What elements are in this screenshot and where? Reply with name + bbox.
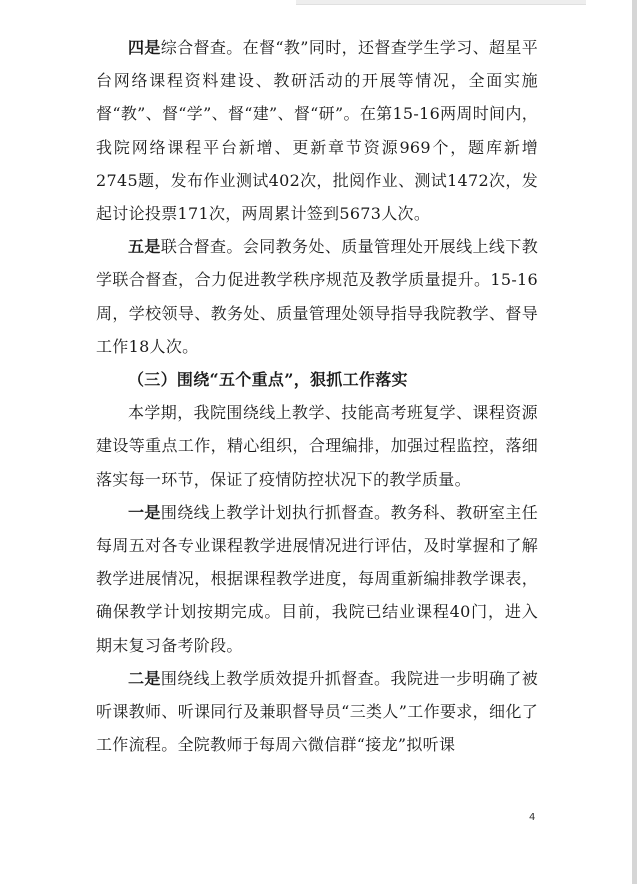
top-edge-strip: [296, 0, 586, 5]
paragraph-lead: 一是: [128, 502, 161, 522]
document-body: [96, 31, 538, 761]
paragraph-text: 围绕线上教学质效提升抓督查。我院进一步明确了被听课教师、听课同行及兼职督导员“三类人”工作要求，细化了工作流程。全院教师于每周六微信群“接龙”拟听课: [96, 668, 538, 755]
paragraph-lead: 五是: [128, 237, 161, 257]
paragraph-4: [96, 31, 538, 230]
paragraph-lead: 二是: [128, 668, 161, 688]
paragraph-text: 联合督查。会同教务处、质量管理处开展线上线下教学联合督查，合力促进教学秩序规范及教学质量提升。15-16周，学校领导、教务处、质量管理处领导指导我院教学、督导工作18人次。: [96, 237, 538, 356]
paragraph-5: [96, 230, 538, 363]
paragraph-2: [96, 662, 538, 762]
paragraph-text: 综合督查。在督“教”同时，还督查学生学习、超星平台网络课程资料建设、教研活动的开展等情况，全面实施督“教”、督“学”、督“建”、督“研”。在第15-16两周时间内，我院网络课程平台新增、更新章节资源969个，题库新增2745题，发布作业测试402次，批阅作业、测试1472次，发起讨论投票171次，两周累计签到5673人次。: [96, 38, 538, 224]
paragraph-text: 围绕线上教学计划执行抓督查。教务科、教研室主任每周五对各专业课程教学进展情况进行评估，及时掌握和了解教学进展情况，根据课程教学进度，每周重新编排教学课表，确保教学计划按期完成。目前，我院已结业课程40门，进入期末复习备考阶段。: [96, 502, 538, 655]
paragraph-intro: [96, 396, 538, 496]
section-heading: （三）围绕“五个重点”，狠抓工作落实: [128, 370, 408, 390]
paragraph-lead: 四是: [128, 38, 161, 57]
paragraph-text: 本学期，我院围绕线上教学、技能高考班复学、课程资源建设等重点工作，精心组织，合理编排，加强过程监控，落细落实每一环节，保证了疫情防控状况下的教学质量。: [96, 403, 538, 489]
paragraph-1: [96, 496, 538, 662]
page-right-edge: [632, 0, 637, 884]
page-number: 4: [529, 812, 536, 823]
